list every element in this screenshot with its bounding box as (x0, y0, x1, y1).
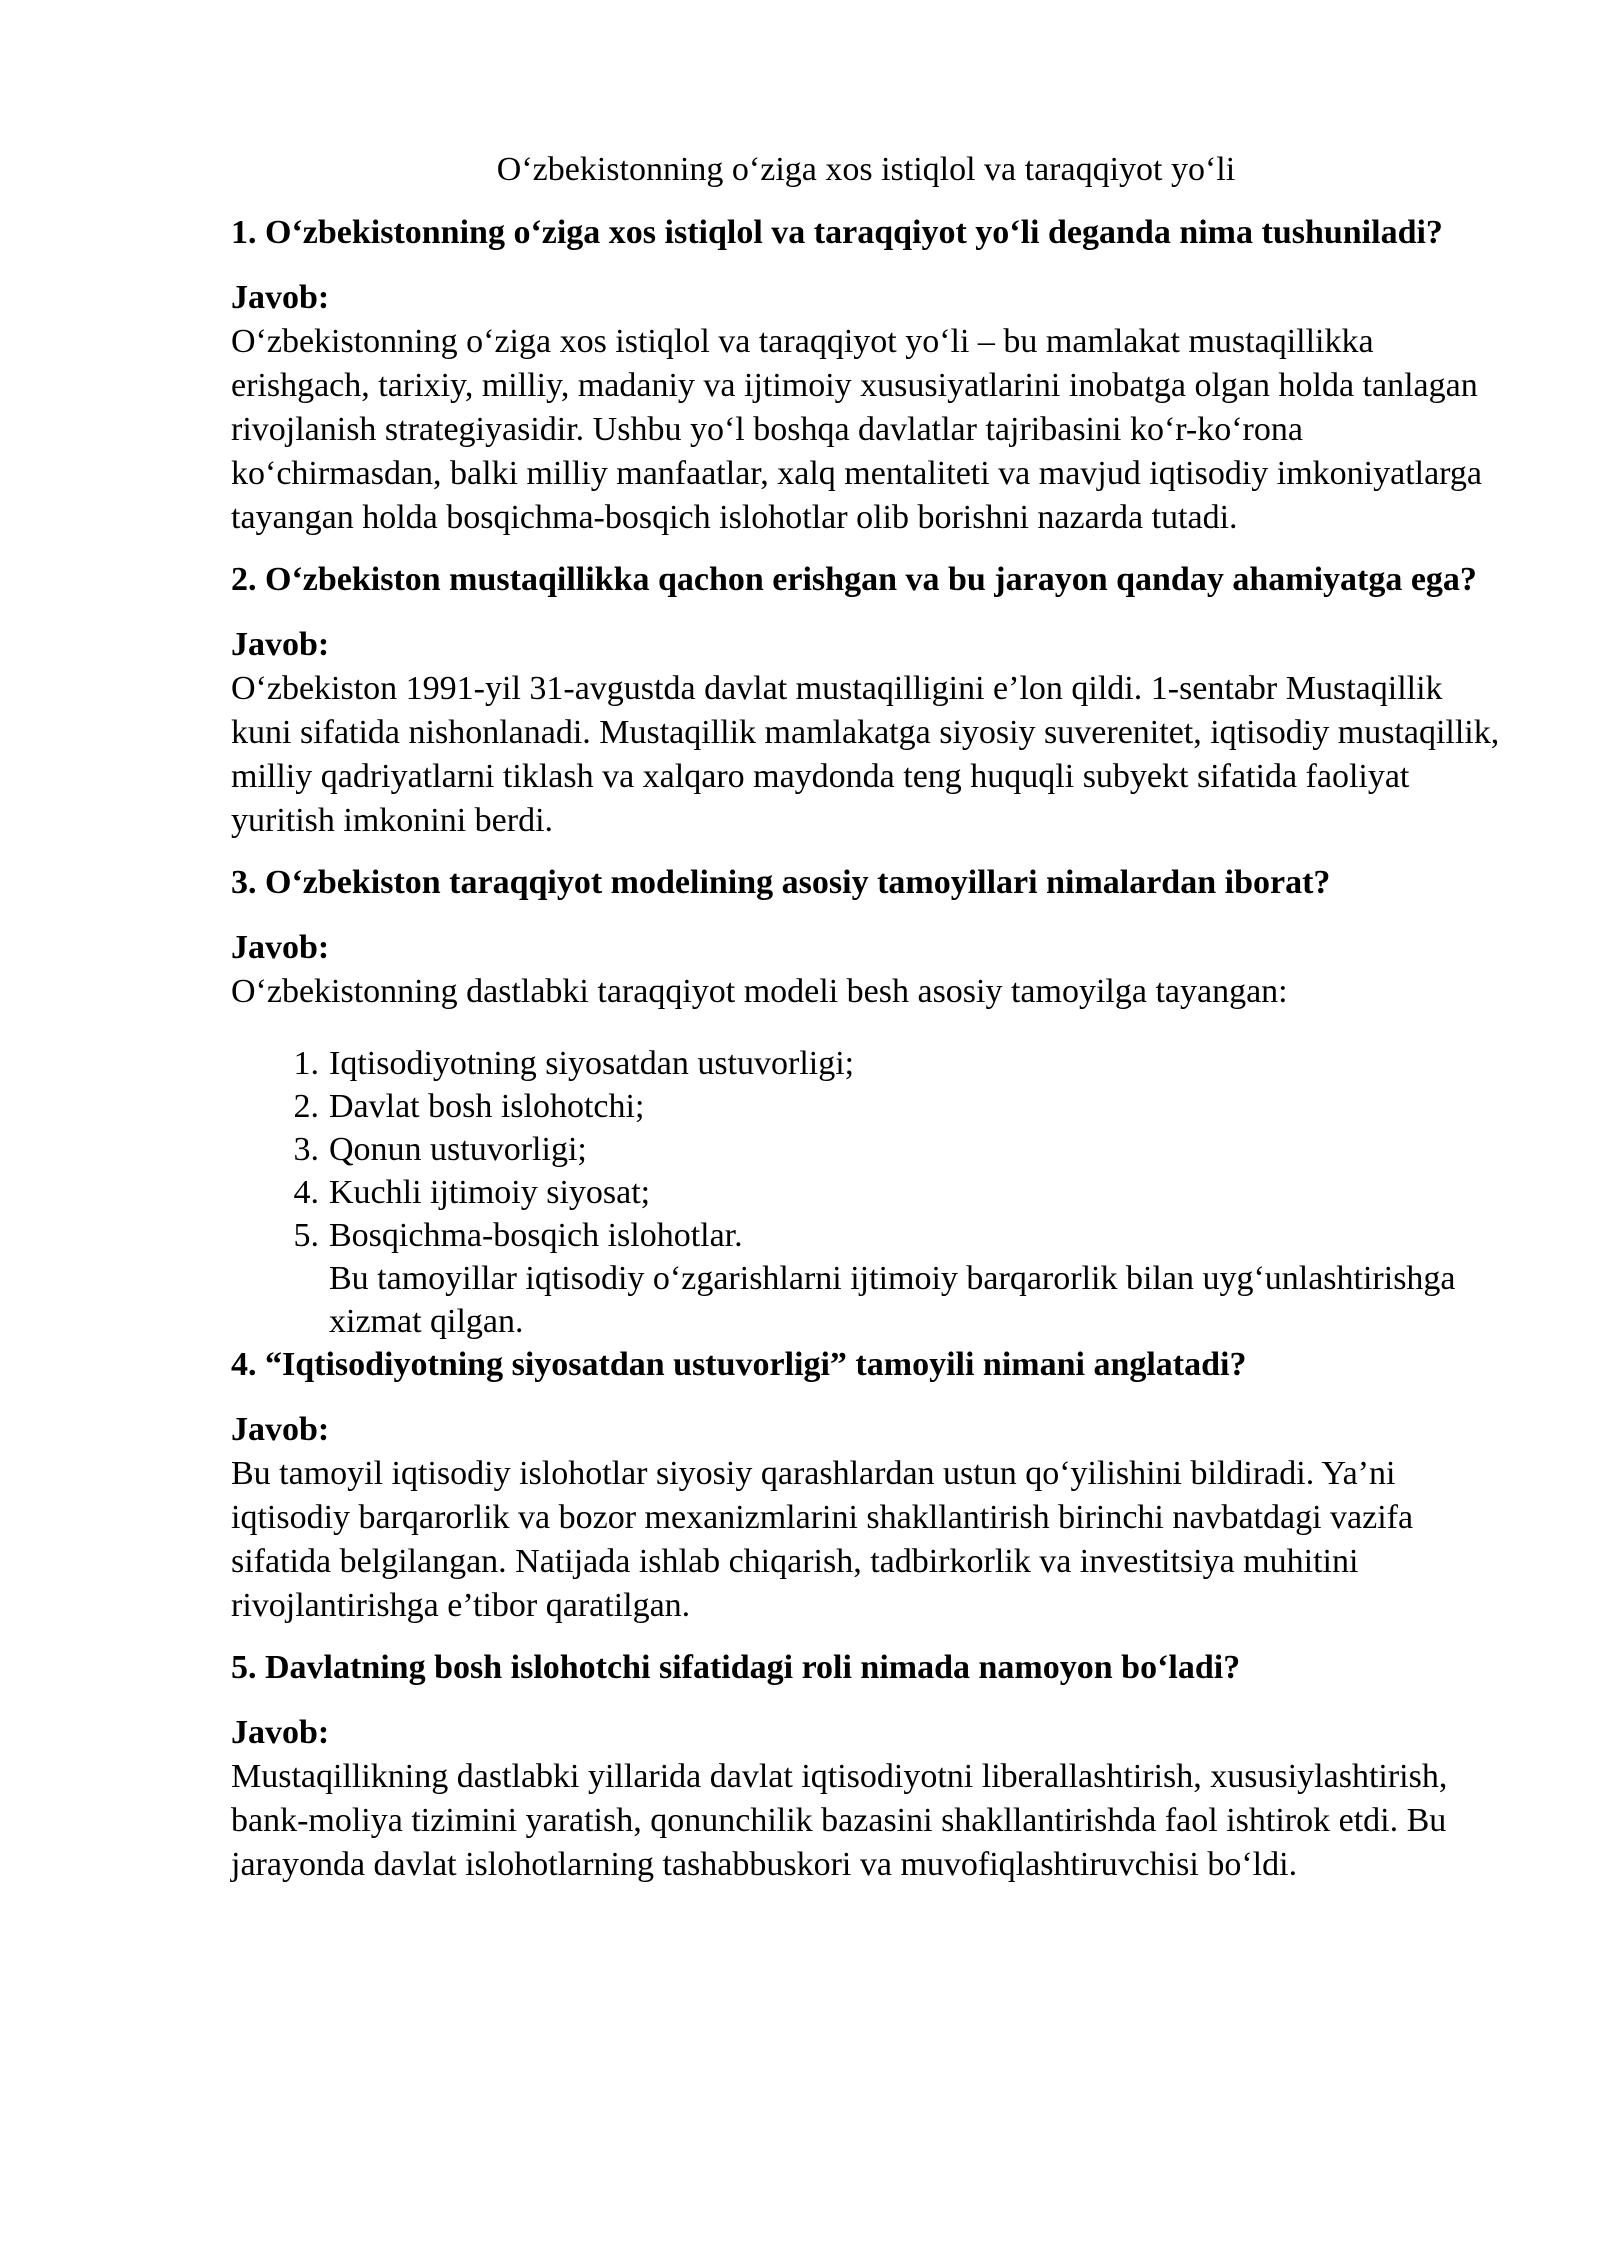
answer-3: O‘zbekistonning dastlabki taraqqiyot modeli besh asosiy tamoyilga tayangan: (231, 973, 1288, 1010)
answer-2: O‘zbekiston 1991-yil 31-avgustda davlat mustaqilligini e’lon qildi. 1-sentabr Mustaqillik kuni sifatida nishonlanadi. Mustaqillik mamlakatga siyosiy suverenitet, iqtisodiy mustaqillik, milliy qadriyatlarni tiklash va xalqaro maydonda teng huquqli subyekt sifatida faoliyat yuritish imkonini berdi. (231, 670, 1500, 839)
list-item (231, 1085, 1501, 1128)
principles-note: Bu tamoyillar iqtisodiy o‘zgarishlarni ijtimoiy barqarorlik bilan uyg‘unlashtirishga xizmat qilgan. (329, 1260, 1456, 1340)
answer-label-4: Javob: (231, 1411, 330, 1448)
qa-block-5 (231, 1646, 1501, 1887)
list-item-text: Iqtisodiyotning siyosatdan ustuvorligi; (329, 1045, 855, 1082)
question-1: 1. O‘zbekistonning o‘ziga xos istiqlol va taraqqiyot yo‘li deganda nima tushuniladi? (231, 214, 1443, 251)
document-body (231, 148, 1501, 1905)
list-item-number: 4. (293, 1174, 319, 1211)
list-item (231, 1214, 1501, 1257)
list-item-text: Davlat bosh islohotchi; (329, 1088, 645, 1125)
qa-block-2 (231, 558, 1501, 843)
question-2: 2. O‘zbekiston mustaqillikka qachon erishgan va bu jarayon qanday ahamiyatga ega? (231, 561, 1477, 598)
answer-label-2: Javob: (231, 626, 330, 663)
list-item (231, 1042, 1501, 1085)
list-item-number: 2. (293, 1088, 319, 1125)
list-item-text: Kuchli ijtimoiy siyosat; (329, 1174, 651, 1211)
answer-label-3: Javob: (231, 929, 330, 966)
question-3: 3. O‘zbekiston taraqqiyot modelining asosiy tamoyillari nimalardan iborat? (231, 864, 1331, 901)
list-item (231, 1171, 1501, 1214)
qa-block-3 (231, 861, 1501, 1343)
document-title: O‘zbekistonning o‘ziga xos istiqlol va taraqqiyot yo‘li (496, 151, 1236, 188)
list-item-number: 3. (293, 1131, 319, 1168)
answer-label-5: Javob: (231, 1714, 330, 1751)
list-item-text: Qonun ustuvorligi; (329, 1131, 587, 1168)
principles-list (231, 1042, 1501, 1257)
qa-block-1 (231, 211, 1501, 540)
answer-5: Mustaqillikning dastlabki yillarida davlat iqtisodiyotni liberallashtirish, xususiylashtirish, bank-moliya tizimini yaratish, qonunchilik bazasini shakllantirishda faol ishtirok etdi. Bu jarayonda davlat islohotlarning tashabbuskori va muvofiqlashtiruvchisi bo‘ldi. (231, 1758, 1448, 1883)
question-4: 4. “Iqtisodiyotning siyosatdan ustuvorligi” tamoyili nimani anglatadi? (231, 1346, 1247, 1383)
qa-block-4 (231, 1343, 1501, 1628)
list-item-number: 5. (293, 1217, 319, 1254)
answer-4: Bu tamoyil iqtisodiy islohotlar siyosiy qarashlardan ustun qo‘yilishini bildiradi. Ya’ni iqtisodiy barqarorlik va bozor mexanizmlarini shakllantirish birinchi navbatdagi vazifa sifatida belgilangan. Natijada ishlab chiqarish, tadbirkorlik va investitsiya muhitini rivojlantirishga e’tibor qaratilgan. (231, 1455, 1414, 1624)
list-item-number: 1. (293, 1045, 319, 1082)
answer-1: O‘zbekistonning o‘ziga xos istiqlol va taraqqiyot yo‘li – bu mamlakat mustaqillikka erishgach, tarixiy, milliy, madaniy va ijtimoiy xususiyatlarini inobatga olgan holda tanlagan rivojlanish strategiyasidir. Ushbu yo‘l boshqa davlatlar tajribasini ko‘r-ko‘rona ko‘chirmasdan, balki milliy manfaatlar, xalq mentaliteti va mavjud iqtisodiy imkoniyatlarga tayangan holda bosqichma-bosqich islohotlar olib borishni nazarda tutadi. (231, 323, 1482, 536)
question-5: 5. Davlatning bosh islohotchi sifatidagi roli nimada namoyon bo‘ladi? (231, 1649, 1241, 1686)
list-item (231, 1128, 1501, 1171)
list-item-text: Bosqichma-bosqich islohotlar. (329, 1217, 743, 1254)
answer-label-1: Javob: (231, 279, 330, 316)
